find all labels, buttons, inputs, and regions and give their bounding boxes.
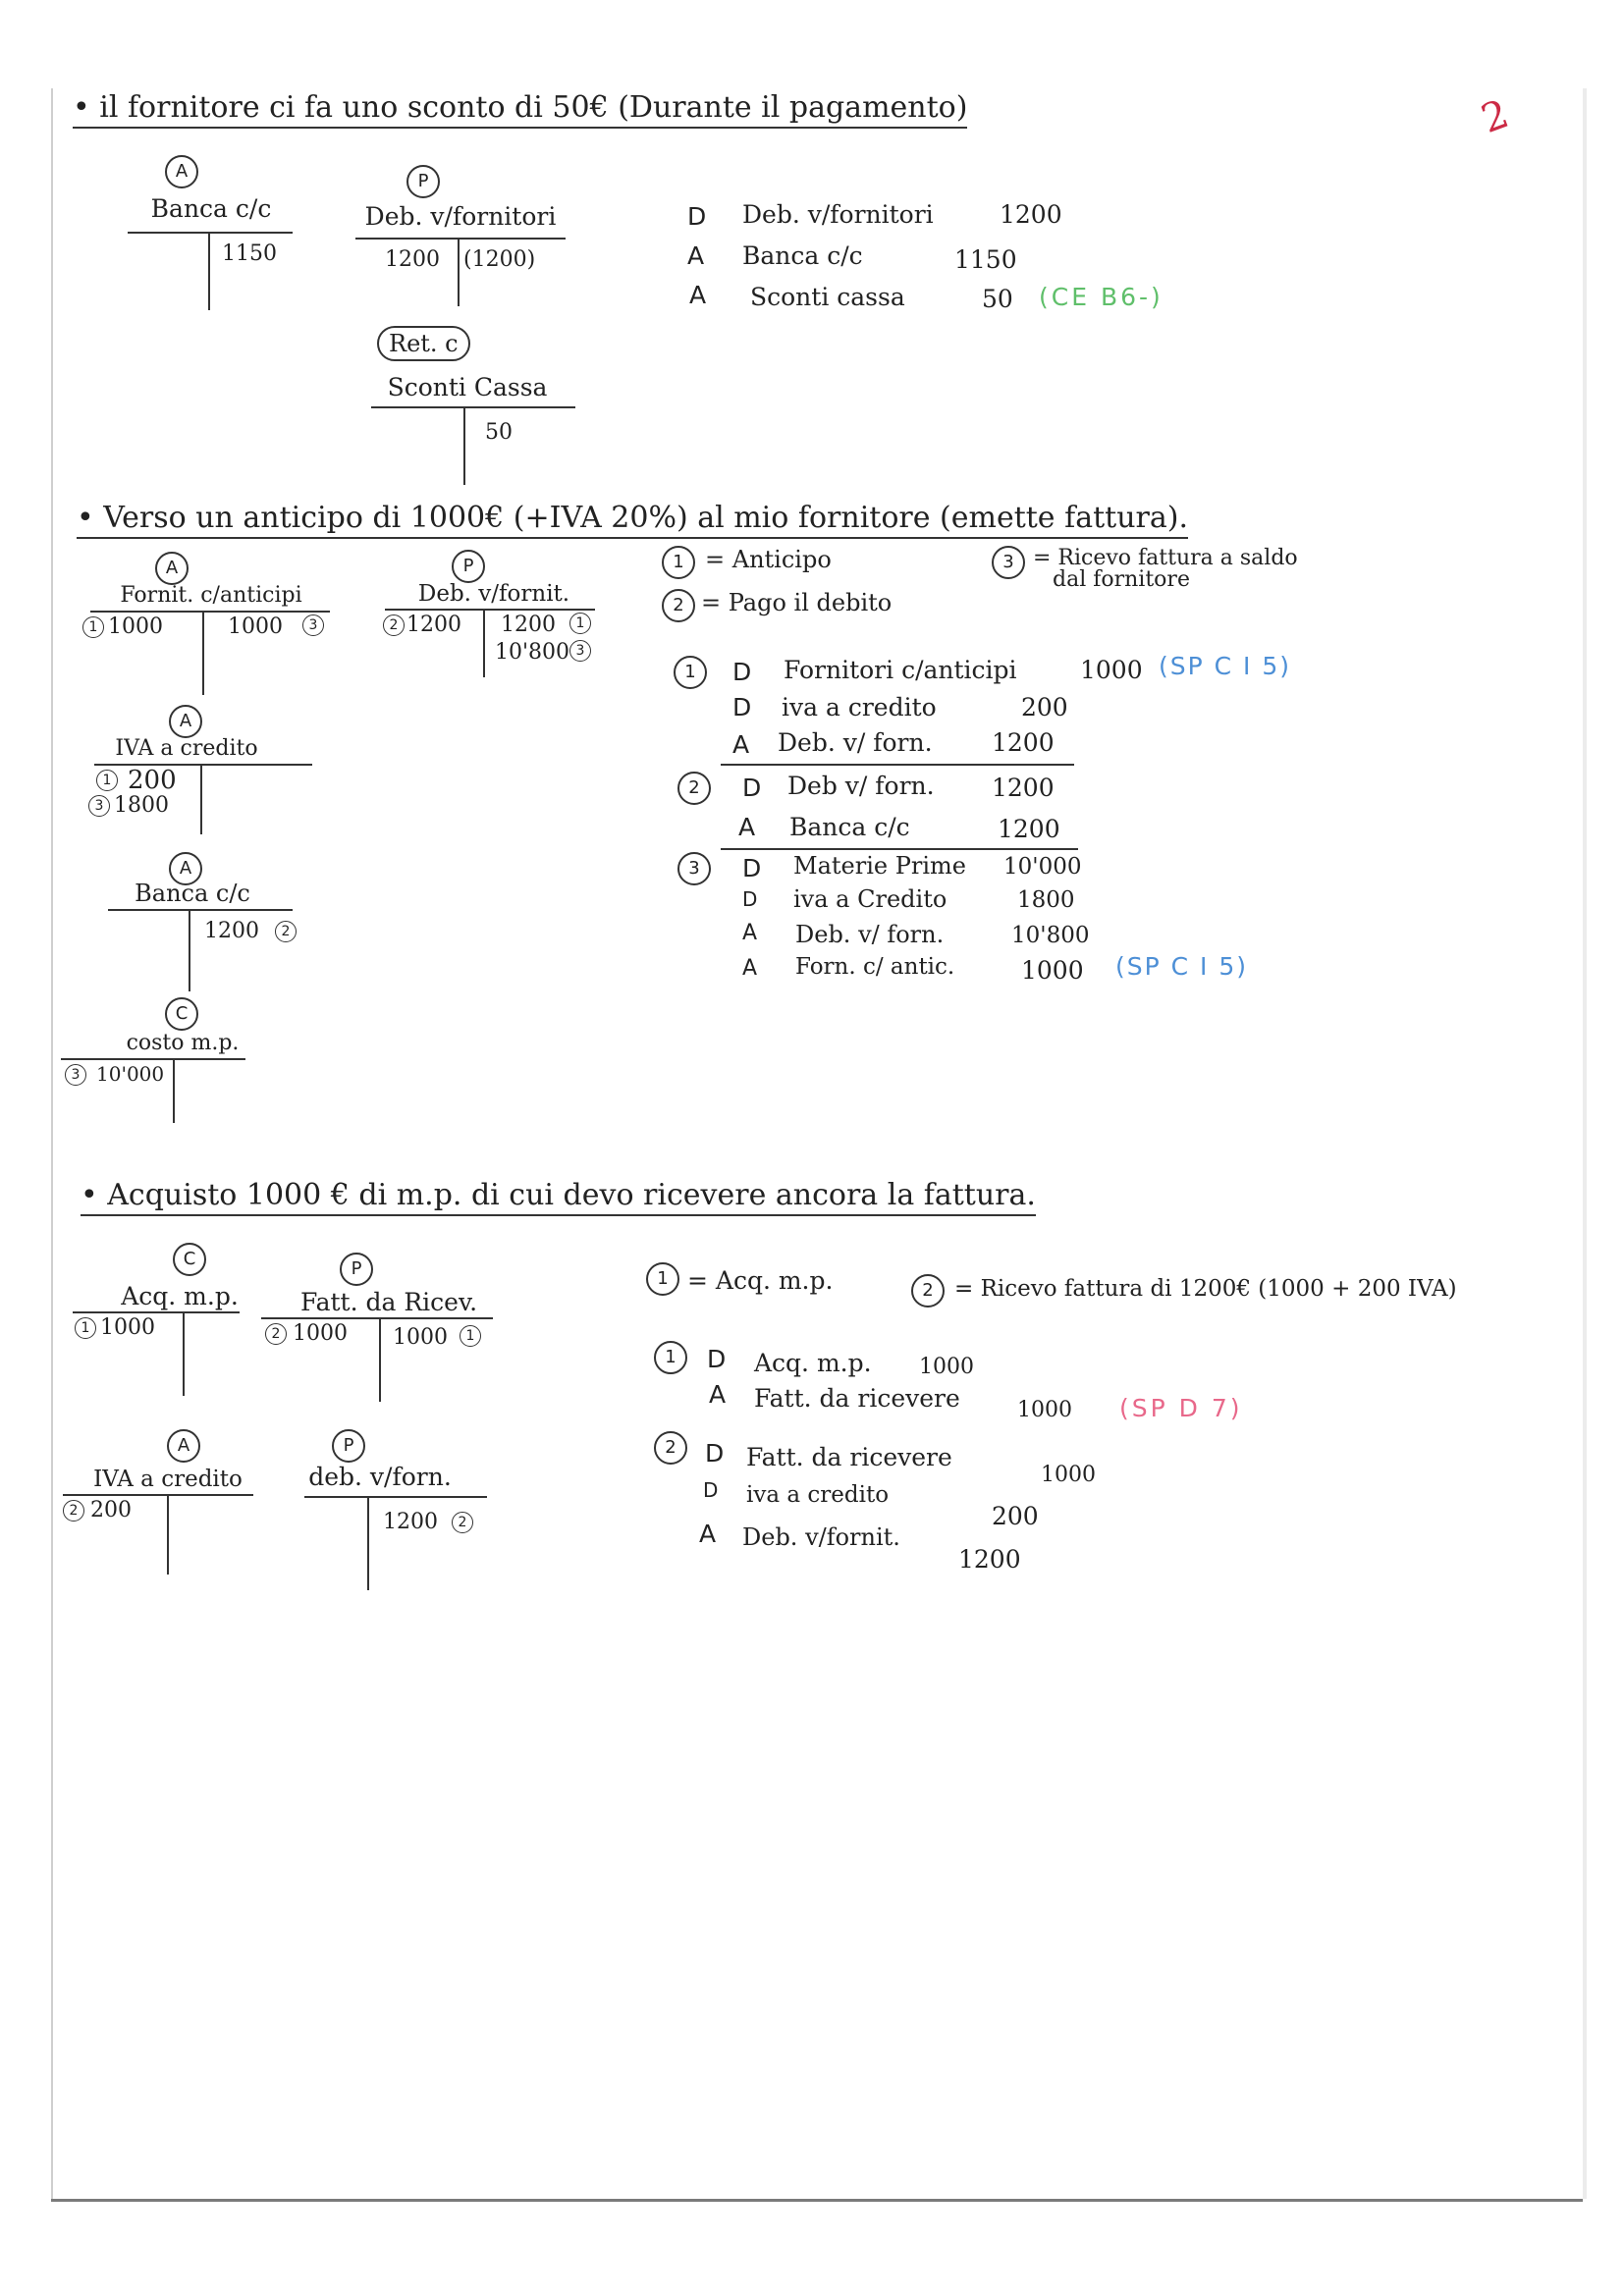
t-account-hline xyxy=(128,232,293,234)
journal-side: A xyxy=(689,281,707,309)
account-debit-amount: 1200 xyxy=(385,247,440,272)
account-debit-amount: 1000 xyxy=(293,1321,348,1346)
account-tag-asset: A xyxy=(165,155,198,188)
ref-number: 3 xyxy=(302,614,324,636)
account-tag-liability: P xyxy=(332,1429,365,1463)
t-account-vline xyxy=(208,232,210,310)
legend-number: 3 xyxy=(992,546,1025,579)
journal-account: Deb. v/ forn. xyxy=(795,921,945,948)
journal-side: A xyxy=(687,241,705,270)
account-tag-asset: A xyxy=(167,1429,200,1463)
journal-account: Deb v/ forn. xyxy=(787,772,935,800)
account-title: Banca c/c xyxy=(135,880,250,907)
legend-number: 2 xyxy=(911,1274,945,1308)
account-tag-rettifica: Ret. c xyxy=(377,326,470,361)
journal-amount: 200 xyxy=(1021,693,1068,721)
account-debit-amount: 1000 xyxy=(100,1315,155,1340)
t-account-hline xyxy=(385,609,595,611)
section2-heading: • Verso un anticipo di 1000€ (+IVA 20%) al mio fornitore (emette fattura). xyxy=(77,501,1188,539)
account-credit-amount: 50 xyxy=(485,420,513,445)
journal-account: Materie Prime xyxy=(793,852,966,880)
t-account-hline xyxy=(261,1317,493,1319)
page-edge-bottom xyxy=(51,2199,1583,2202)
account-title: Banca c/c xyxy=(150,194,272,223)
account-title: deb. v/forn. xyxy=(308,1463,452,1491)
journal-side: D xyxy=(705,1439,725,1468)
journal-account: Fatt. da ricevere xyxy=(746,1443,952,1471)
account-tag-cost: C xyxy=(165,997,198,1031)
ref-number: 2 xyxy=(63,1500,84,1522)
account-tag-asset: A xyxy=(169,852,202,885)
entry-number: 1 xyxy=(654,1341,687,1374)
legend-number: 1 xyxy=(662,546,695,579)
journal-account: Forn. c/ antic. xyxy=(795,954,955,980)
page-edge-right xyxy=(1583,88,1587,2199)
journal-amount: 1000 xyxy=(1041,1463,1096,1487)
t-account-vline xyxy=(463,406,465,485)
account-credit-amount: 1200 xyxy=(204,919,259,943)
t-account-hline xyxy=(61,1058,245,1060)
account-debit-amount: 1000 xyxy=(108,614,163,639)
account-title: Fatt. da Ricev. xyxy=(299,1288,478,1316)
journal-note: (CE B6-) xyxy=(1039,283,1164,311)
journal-side: D xyxy=(703,1478,719,1502)
journal-side: A xyxy=(732,730,750,759)
journal-side: A xyxy=(742,956,758,981)
entry-number: 2 xyxy=(654,1431,687,1465)
page-edge-left xyxy=(51,88,53,2199)
account-title: costo m.p. xyxy=(126,1031,240,1055)
journal-note: (SP C I 5) xyxy=(1159,652,1292,680)
journal-note: (SP D 7) xyxy=(1119,1394,1243,1422)
account-credit-amount: 1000 xyxy=(228,614,283,639)
t-account-vline xyxy=(202,611,204,695)
journal-amount: 1200 xyxy=(992,774,1055,802)
account-debit-amount: 200 xyxy=(128,766,177,795)
journal-amount: 1000 xyxy=(919,1355,974,1379)
legend-text-line2: dal fornitore xyxy=(1053,567,1190,592)
t-account-vline xyxy=(200,764,202,834)
journal-amount: 1200 xyxy=(998,815,1060,843)
journal-account: Deb. v/ forn. xyxy=(778,728,933,757)
journal-account: Fornitori c/anticipi xyxy=(784,656,1017,684)
account-credit-amount: 1200 xyxy=(383,1510,438,1534)
journal-account: Banca c/c xyxy=(789,813,910,841)
account-tag-liability: P xyxy=(452,550,485,583)
t-account-vline xyxy=(379,1317,381,1402)
legend-number: 2 xyxy=(662,589,695,622)
account-tag-liability: P xyxy=(340,1253,373,1286)
journal-amount: 200 xyxy=(992,1502,1039,1530)
account-credit-amount: (1200) xyxy=(463,247,536,272)
legend-text: = Ricevo fattura di 1200€ (1000 + 200 IVA) xyxy=(954,1276,1457,1302)
journal-amount: 50 xyxy=(982,285,1013,313)
account-debit-amount: 1200 xyxy=(406,613,461,637)
ref-number: 3 xyxy=(88,795,110,817)
journal-amount: 1000 xyxy=(1021,956,1084,985)
ref-number: 1 xyxy=(82,616,104,638)
ref-number: 3 xyxy=(65,1064,86,1086)
t-account-hline xyxy=(90,611,330,613)
account-title: Sconti Cassa xyxy=(387,373,548,401)
journal-account: iva a credito xyxy=(746,1482,890,1508)
account-credit-amount: 1150 xyxy=(222,241,277,266)
account-tag-cost: C xyxy=(173,1243,206,1276)
journal-side: A xyxy=(699,1520,717,1548)
legend-text: = Pago il debito xyxy=(701,589,893,616)
ref-number: 2 xyxy=(383,614,405,636)
t-account-hline xyxy=(355,238,566,240)
ref-number: 1 xyxy=(96,770,118,791)
account-title: Acq. m.p. xyxy=(121,1282,239,1310)
account-credit-amount: 1200 xyxy=(501,613,556,637)
t-account-vline xyxy=(167,1494,169,1575)
entry-number: 1 xyxy=(674,656,707,689)
ref-number: 1 xyxy=(569,613,591,634)
journal-side: D xyxy=(742,774,762,802)
ref-number: 3 xyxy=(569,640,591,662)
journal-amount: 1000 xyxy=(1017,1398,1072,1422)
journal-account: Deb. v/fornit. xyxy=(742,1523,900,1551)
journal-amount: 1200 xyxy=(992,728,1055,757)
journal-account: iva a Credito xyxy=(793,885,947,913)
account-credit-amount: 10'800 xyxy=(495,640,570,665)
ref-number: 2 xyxy=(275,921,297,942)
legend-number: 1 xyxy=(646,1262,679,1296)
journal-side: D xyxy=(687,202,707,231)
journal-amount: 10'000 xyxy=(1003,854,1082,880)
t-account-hline xyxy=(73,1311,240,1313)
t-account-vline xyxy=(458,238,460,306)
journal-side: A xyxy=(742,921,758,945)
journal-amount: 1000 xyxy=(1080,656,1143,684)
account-debit-amount: 10'000 xyxy=(96,1062,165,1086)
journal-amount: 1200 xyxy=(958,1545,1021,1574)
journal-side: D xyxy=(707,1345,727,1373)
legend-text: = Ricevo fattura a saldo xyxy=(1033,546,1298,570)
account-title: IVA a credito xyxy=(93,1467,243,1492)
t-account-vline xyxy=(483,609,485,677)
t-account-hline xyxy=(304,1496,487,1498)
journal-side: A xyxy=(738,813,756,841)
journal-side: D xyxy=(742,854,762,882)
account-debit-amount: 1800 xyxy=(114,793,169,818)
t-account-hline xyxy=(108,909,293,911)
account-title: IVA a credito xyxy=(115,736,258,761)
t-account-vline xyxy=(189,909,190,991)
section1-heading: • il fornitore ci fa uno sconto di 50€ (Durante il pagamento) xyxy=(73,90,967,129)
t-account-vline xyxy=(367,1496,369,1590)
entry-separator xyxy=(721,764,1074,766)
journal-side: D xyxy=(732,658,752,686)
account-title: Fornit. c/anticipi xyxy=(120,583,302,608)
journal-account: Acq. m.p. xyxy=(754,1349,872,1377)
journal-account: iva a credito xyxy=(782,693,937,721)
journal-amount: 1800 xyxy=(1017,887,1075,913)
ref-number: 1 xyxy=(75,1317,96,1339)
journal-account: Deb. v/fornitori xyxy=(742,200,934,229)
journal-side: D xyxy=(732,693,752,721)
legend-text: = Acq. m.p. xyxy=(687,1266,834,1295)
t-account-hline xyxy=(371,406,575,408)
journal-account: Sconti cassa xyxy=(750,283,905,311)
entry-separator xyxy=(721,848,1078,850)
account-credit-amount: 1000 xyxy=(393,1325,448,1350)
journal-note: (SP C I 5) xyxy=(1115,952,1249,981)
ref-number: 1 xyxy=(460,1325,481,1347)
ref-number: 2 xyxy=(265,1323,287,1345)
section3-heading: • Acquisto 1000 € di m.p. di cui devo ricevere ancora la fattura. xyxy=(81,1178,1036,1216)
t-account-hline xyxy=(63,1494,253,1496)
journal-amount: 1150 xyxy=(954,245,1017,274)
journal-side: D xyxy=(742,887,758,911)
journal-amount: 10'800 xyxy=(1011,923,1090,948)
account-tag-liability: P xyxy=(406,165,440,198)
journal-account: Fatt. da ricevere xyxy=(754,1384,960,1413)
journal-amount: 1200 xyxy=(1000,200,1062,229)
account-tag-asset: A xyxy=(169,705,202,738)
journal-side: A xyxy=(709,1380,727,1409)
ref-number: 2 xyxy=(452,1512,473,1533)
entry-number: 3 xyxy=(677,852,711,885)
t-account-vline xyxy=(183,1311,185,1396)
legend-text: = Anticipo xyxy=(705,546,832,573)
page-number-mark: 2 xyxy=(1475,91,1515,142)
entry-number: 2 xyxy=(677,772,711,805)
t-account-vline xyxy=(173,1058,175,1123)
account-title: Deb. v/fornitori xyxy=(364,202,557,231)
account-tag-asset: A xyxy=(155,552,189,585)
journal-account: Banca c/c xyxy=(742,241,863,270)
account-debit-amount: 200 xyxy=(90,1498,132,1522)
account-title: Deb. v/fornit. xyxy=(417,581,570,607)
